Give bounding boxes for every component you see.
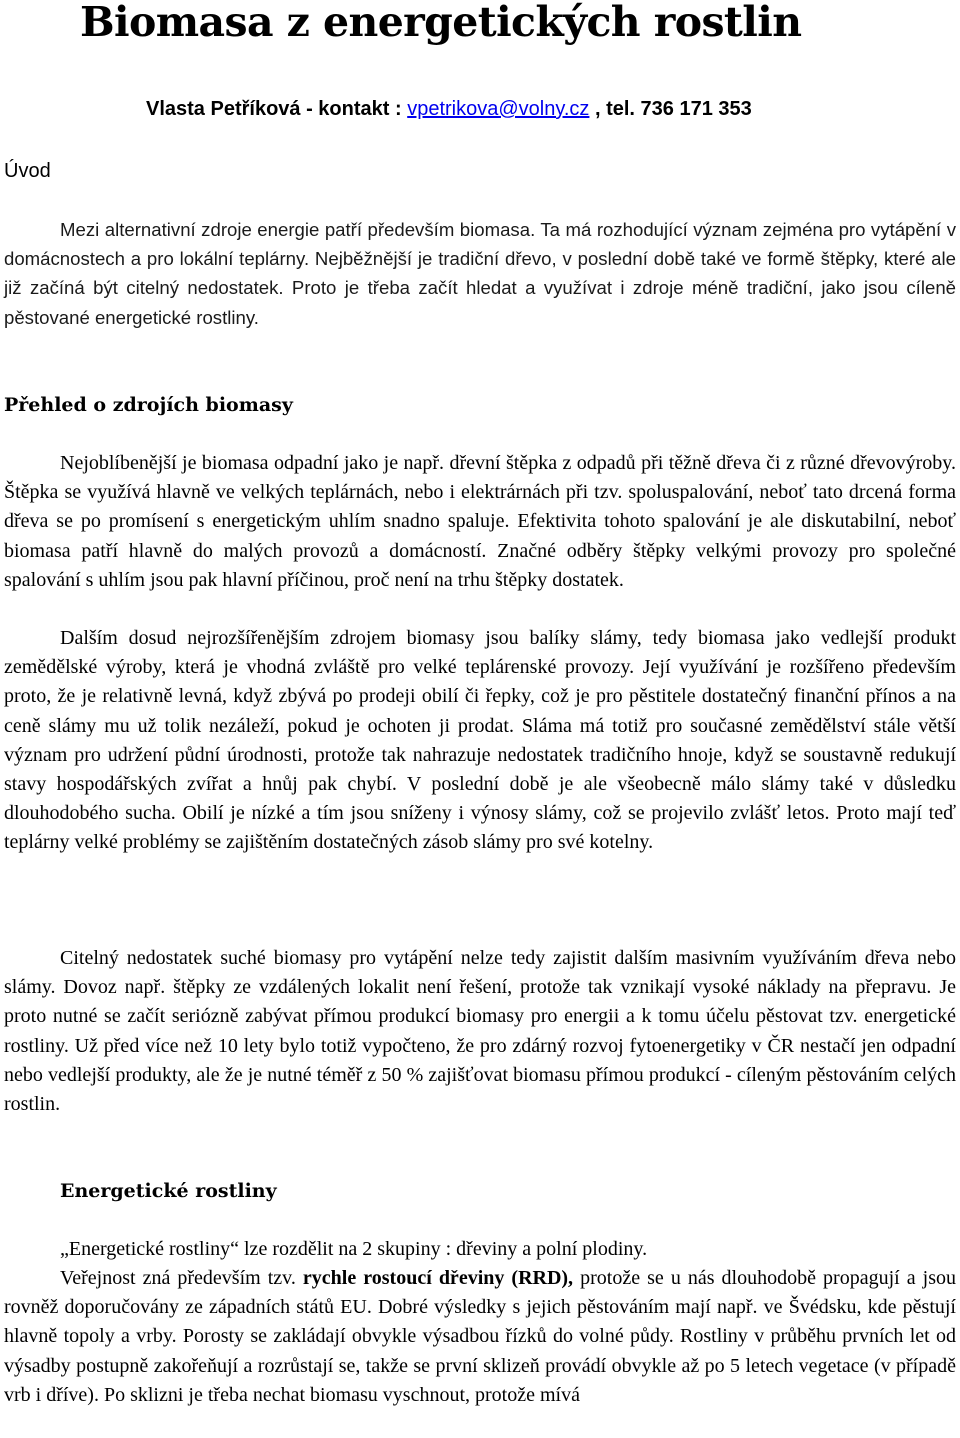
paragraph-skupiny: „Energetické rostliny“ lze rozdělit na 2 skupiny : dřeviny a polní plodiny. <box>60 1238 648 1260</box>
heading-prehled: Přehled o zdrojích biomasy <box>4 394 293 416</box>
paragraph-rrd-rest: protože se u nás dlouhodobě propagují a jsou rovněž doporučovány ze západních států EU. Dobré výsledky s jejich pěstováním mají např. ve Švédsku, kde pěstují hlavně topoly a vrby. Porosty se zakládají obvykle výsadbou řízků do volné půdy. Rostliny v průběhu prvních let od výsadby postupně zakořeňují a rozrůstají se, takže se první sklizeň provádí obvykle až po 5 letech vegetace (v případě vrb i dříve). Po sklizni je třeba nechat biomasu vyschnout, protože mívá <box>4 1267 956 1406</box>
contact-prefix: Vlasta Petříková - kontakt : <box>146 98 408 120</box>
paragraph-odpadni-biomasa: Nejoblíbenější je biomasa odpadní jako je např. dřevní štěpka z odpadů při těžně dřeva či z různé dřevovýroby. Štěpka se využívá hlavně ve velkých teplárnách, nebo i elektrárnách při tzv. spoluspalování, neboť tato drcená forma dřeva se po promísení s energetickým uhlím snadno spaluje. Efektivita tohoto spalování je ale diskutabilní, neboť biomasa patří hlavně do malých provozů a domácností. Značné odběry štěpky velkými provozy pro společné spalování s uhlím jsou pak hlavní příčinou, proč není na trhu štěpky dostatek. <box>4 452 956 591</box>
paragraph-rrd-bold: rychle rostoucí dřeviny (RRD), <box>302 1267 574 1289</box>
heading-energeticke-rostliny: Energetické rostliny <box>60 1180 277 1202</box>
paragraph-uvod: Mezi alternativní zdroje energie patří především biomasa. Ta má rozhodující význam zejména pro vytápění v domácnostech a pro lokální teplárny. Nejběžnější je tradiční dřevo, v poslední době také ve formě štěpky, které ale již začíná být citelný nedostatek. Proto je třeba začít hledat a využívat i zdroje méně tradiční, jako jsou cíleně pěstované energetické rostliny. <box>4 219 956 328</box>
contact-line <box>146 94 752 124</box>
heading-uvod: Úvod <box>4 160 51 182</box>
paragraph-rrd <box>4 1264 956 1410</box>
paragraph-rrd-start: Veřejnost zná především tzv. <box>60 1267 303 1289</box>
paragraph-citelny-nedostatek: Citelný nedostatek suché biomasy pro vytápění nelze tedy zajistit dalším masivním využíváním dřeva nebo slámy. Dovoz např. štěpky ze vzdálených lokalit není řešení, protože tak vznikají vysoké náklady na přepravu. Je proto nutné se začít seriózně zabývat přímou produkcí biomasy pro energii a k tomu účelu pěstovat tzv. energetické rostliny. Už před více než 10 lety bylo totiž vypočteno, že pro zdárný rozvoj fytoenergetiky v ČR nestačí jen odpadní nebo vedlejší produkty, ale že je nutné téměř z 50 % zajišťovat biomasu přímou produkcí - cíleným pěstováním celých rostlin. <box>4 947 956 1116</box>
paragraph-slama: Dalším dosud nejrozšířenějším zdrojem biomasy jsou balíky slámy, tedy biomasa jako vedlejší produkt zemědělské výroby, která je vhodná zvláště pro velké teplárenské provozy. Její využívání je rozšířeno především proto, že je relativně levná, když zbývá po prodeji obilí či řepky, což je pro pěstitele dostatečný finanční přínos a na ceně slámy mu už tolik nezáleží, pokud je ochoten ji prodat. Sláma má totiž pro současné zemědělství stále větší význam pro udržení půdní úrodnosti, protože tak nahrazuje nedostatek tradičního hnoje, když se soustavně redukují stavy hospodářských zvířat a hnůj pak chybí. V poslední době je ale všeobecně málo slámy také v důsledku dlouhodobého sucha. Obilí je nízké a tím jsou sníženy i výnosy slámy, což se projevilo zvlášť letos. Proto mají teď teplárny velké problémy se zajištěním dostatečných zásob slámy pro své kotelny. <box>4 627 956 854</box>
contact-email-link[interactable]: vpetrikova@volny.cz <box>407 98 590 120</box>
document-title: Biomasa z energetických rostlin <box>80 0 802 46</box>
contact-suffix: , tel. 736 171 353 <box>589 98 752 120</box>
